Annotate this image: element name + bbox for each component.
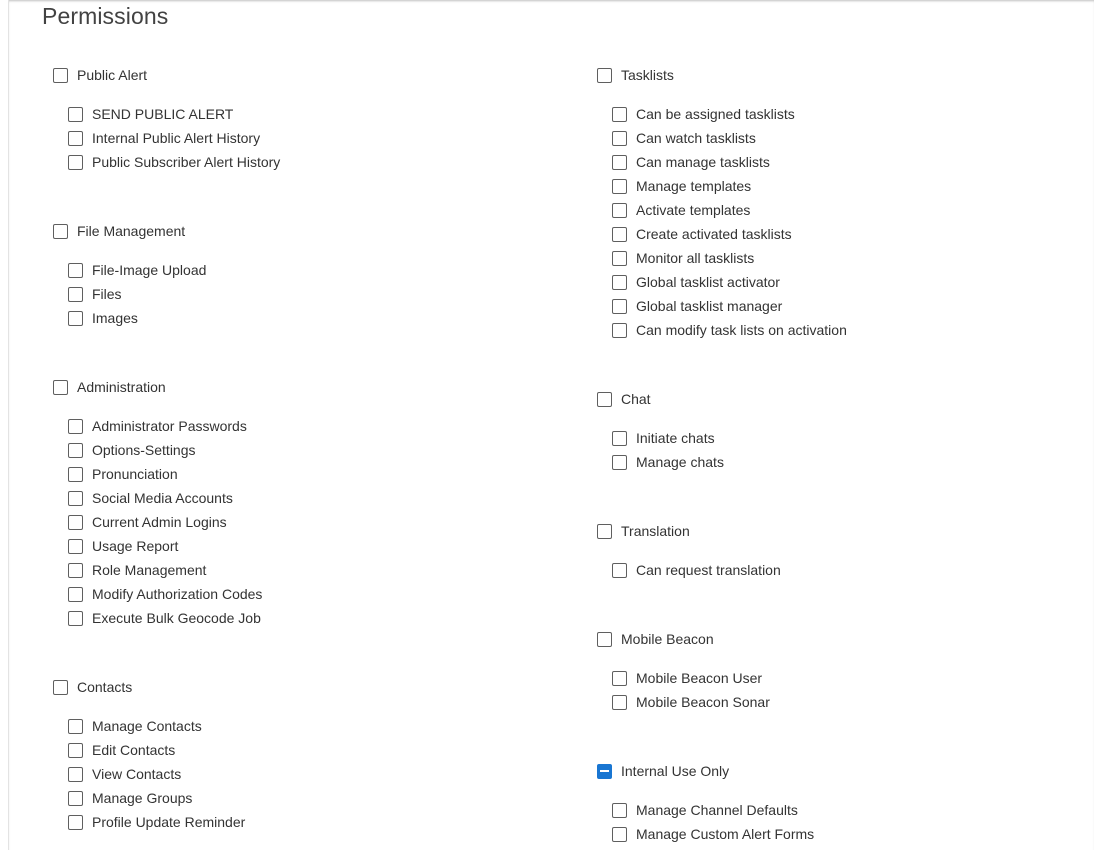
permission-label: Role Management [92, 562, 207, 578]
checkbox[interactable] [68, 263, 83, 278]
permission-row-manage-contacts[interactable] [68, 714, 202, 738]
permission-label: Manage Groups [92, 790, 193, 806]
permission-label: Mobile Beacon Sonar [636, 694, 770, 710]
checkbox[interactable] [597, 392, 612, 407]
permission-row-mobile-beacon-user[interactable] [612, 666, 762, 690]
permission-row-can-request-translation[interactable] [612, 558, 781, 582]
permission-label: Internal Public Alert History [92, 130, 261, 146]
permission-row-can-watch-tasklists[interactable] [612, 126, 756, 150]
permission-label: View Contacts [92, 766, 182, 782]
group-label: Public Alert [77, 67, 148, 83]
indeterminate-checkbox[interactable] [597, 764, 612, 779]
checkbox[interactable] [612, 227, 627, 242]
permission-label: Mobile Beacon User [636, 670, 763, 686]
permission-row-global-tasklist-activator[interactable] [612, 270, 780, 294]
checkbox[interactable] [68, 791, 83, 806]
checkbox[interactable] [68, 767, 83, 782]
group-checkbox-row-chat[interactable] [597, 387, 651, 411]
permission-row-file-image-upload[interactable] [68, 258, 206, 282]
checkbox[interactable] [612, 275, 627, 290]
permission-row-view-contacts[interactable] [68, 762, 181, 786]
permission-label: Social Media Accounts [92, 490, 233, 506]
permission-row-public-subscriber-alert-history[interactable] [68, 150, 280, 174]
checkbox[interactable] [68, 611, 83, 626]
permission-label: File-Image Upload [92, 262, 207, 278]
checkbox[interactable] [612, 827, 627, 842]
permissions-panel [8, 0, 1094, 850]
permission-label: Usage Report [92, 538, 179, 554]
permission-label: Monitor all tasklists [636, 250, 755, 266]
permission-label: Manage Channel Defaults [636, 802, 798, 818]
permission-row-monitor-all-tasklists[interactable] [612, 246, 754, 270]
group-label: Translation [621, 523, 690, 539]
checkbox[interactable] [68, 155, 83, 170]
permission-row-edit-contacts[interactable] [68, 738, 175, 762]
checkbox[interactable] [612, 299, 627, 314]
checkbox[interactable] [68, 515, 83, 530]
checkbox[interactable] [68, 587, 83, 602]
checkbox[interactable] [597, 632, 612, 647]
checkbox[interactable] [597, 68, 612, 83]
permission-label: Initiate chats [636, 430, 715, 446]
permission-label: Can request translation [636, 562, 781, 578]
permission-row-options-settings[interactable] [68, 438, 196, 462]
checkbox[interactable] [68, 563, 83, 578]
permission-label: Public Subscriber Alert History [92, 154, 281, 170]
checkbox[interactable] [68, 467, 83, 482]
group-checkbox-row-mobile-beacon[interactable] [597, 627, 714, 651]
permission-label: Current Admin Logins [92, 514, 227, 530]
checkbox[interactable] [612, 671, 627, 686]
group-label: Mobile Beacon [621, 631, 714, 647]
permission-label: SEND PUBLIC ALERT [92, 106, 234, 122]
permission-label: Modify Authorization Codes [92, 586, 263, 602]
group-label: Tasklists [621, 67, 674, 83]
permission-label: Images [92, 310, 138, 326]
permission-label: Administrator Passwords [92, 418, 247, 434]
permission-label: Manage Custom Alert Forms [636, 826, 815, 842]
permission-row-pronunciation[interactable] [68, 462, 178, 486]
group-checkbox-row-administration[interactable] [53, 375, 166, 399]
checkbox[interactable] [68, 491, 83, 506]
checkbox[interactable] [612, 203, 627, 218]
permission-row-initiate-chats[interactable] [612, 426, 715, 450]
permission-label: Options-Settings [92, 442, 196, 458]
permission-row-mobile-beacon-sonar[interactable] [612, 690, 770, 714]
permission-label: Can watch tasklists [636, 130, 756, 146]
checkbox[interactable] [53, 680, 68, 695]
permission-row-manage-custom-alert-forms[interactable] [612, 822, 814, 846]
checkbox[interactable] [68, 443, 83, 458]
group-label: Administration [77, 379, 166, 395]
checkbox[interactable] [597, 524, 612, 539]
permission-row-create-activated-tasklists[interactable] [612, 222, 792, 246]
checkbox[interactable] [612, 107, 627, 122]
checkbox[interactable] [68, 107, 83, 122]
permission-label: Files [92, 286, 122, 302]
page-title: Permissions [42, 3, 169, 29]
checkbox[interactable] [68, 419, 83, 434]
checkbox[interactable] [68, 539, 83, 554]
checkbox[interactable] [612, 179, 627, 194]
permission-row-administrator-passwords[interactable] [68, 414, 247, 438]
permission-row-internal-public-alert-history[interactable] [68, 126, 260, 150]
permission-label: Manage chats [636, 454, 724, 470]
group-label: File Management [77, 223, 186, 239]
permission-label: Manage Contacts [92, 718, 202, 734]
permission-row-manage-groups[interactable] [68, 786, 192, 810]
permission-label: Can modify task lists on activation [636, 322, 847, 338]
checkbox[interactable] [68, 815, 83, 830]
group-checkbox-row-tasklists[interactable] [597, 63, 674, 87]
group-checkbox-row-translation[interactable] [597, 519, 690, 543]
permission-row-files[interactable] [68, 282, 122, 306]
checkbox[interactable] [53, 224, 68, 239]
permission-label: Global tasklist activator [636, 274, 780, 290]
permission-row-usage-report[interactable] [68, 534, 178, 558]
group-checkbox-row-internal-use-only[interactable] [597, 759, 729, 783]
permission-row-images[interactable] [68, 306, 138, 330]
permission-label: Create activated tasklists [636, 226, 792, 242]
permission-label: Can manage tasklists [636, 154, 770, 170]
permission-row-modify-authorization-codes[interactable] [68, 582, 262, 606]
checkbox[interactable] [612, 155, 627, 170]
permission-row-can-modify-task-lists-on-activation[interactable] [612, 318, 847, 342]
permission-row-profile-update-reminder[interactable] [68, 810, 245, 834]
checkbox[interactable] [68, 743, 83, 758]
checkbox[interactable] [68, 311, 83, 326]
permission-row-role-management[interactable] [68, 558, 206, 582]
permission-row-activate-templates[interactable] [612, 198, 750, 222]
group-checkbox-row-file-management[interactable] [53, 219, 185, 243]
permission-label: Global tasklist manager [636, 298, 783, 314]
permission-row-can-be-assigned-tasklists[interactable] [612, 102, 795, 126]
group-checkbox-row-public-alert[interactable] [53, 63, 147, 87]
checkbox[interactable] [612, 131, 627, 146]
permission-label: Manage templates [636, 178, 752, 194]
permission-row-manage-chats[interactable] [612, 450, 724, 474]
checkbox[interactable] [68, 287, 83, 302]
checkbox[interactable] [68, 131, 83, 146]
permission-label: Profile Update Reminder [92, 814, 246, 830]
group-label: Contacts [77, 679, 133, 695]
checkbox[interactable] [612, 803, 627, 818]
permission-label: Pronunciation [92, 466, 178, 482]
permission-row-global-tasklist-manager[interactable] [612, 294, 782, 318]
group-label: Internal Use Only [621, 763, 730, 779]
group-checkbox-row-contacts[interactable] [53, 675, 132, 699]
checkbox[interactable] [612, 695, 627, 710]
permission-row-manage-channel-defaults[interactable] [612, 798, 798, 822]
group-label: Chat [621, 391, 651, 407]
permission-row-current-admin-logins[interactable] [68, 510, 227, 534]
permission-label: Execute Bulk Geocode Job [92, 610, 261, 626]
permission-row-send-public-alert[interactable] [68, 102, 233, 126]
permission-row-execute-bulk-geocode-job[interactable] [68, 606, 261, 630]
checkbox[interactable] [612, 251, 627, 266]
checkbox[interactable] [612, 323, 627, 338]
checkbox[interactable] [53, 68, 68, 83]
checkbox[interactable] [612, 431, 627, 446]
permission-row-can-manage-tasklists[interactable] [612, 150, 770, 174]
checkbox[interactable] [612, 563, 627, 578]
permission-row-social-media-accounts[interactable] [68, 486, 233, 510]
permission-label: Edit Contacts [92, 742, 176, 758]
permission-label: Can be assigned tasklists [636, 106, 795, 122]
permission-row-manage-templates[interactable] [612, 174, 751, 198]
checkbox[interactable] [68, 719, 83, 734]
checkbox[interactable] [53, 380, 68, 395]
checkbox[interactable] [612, 455, 627, 470]
permission-label: Activate templates [636, 202, 751, 218]
